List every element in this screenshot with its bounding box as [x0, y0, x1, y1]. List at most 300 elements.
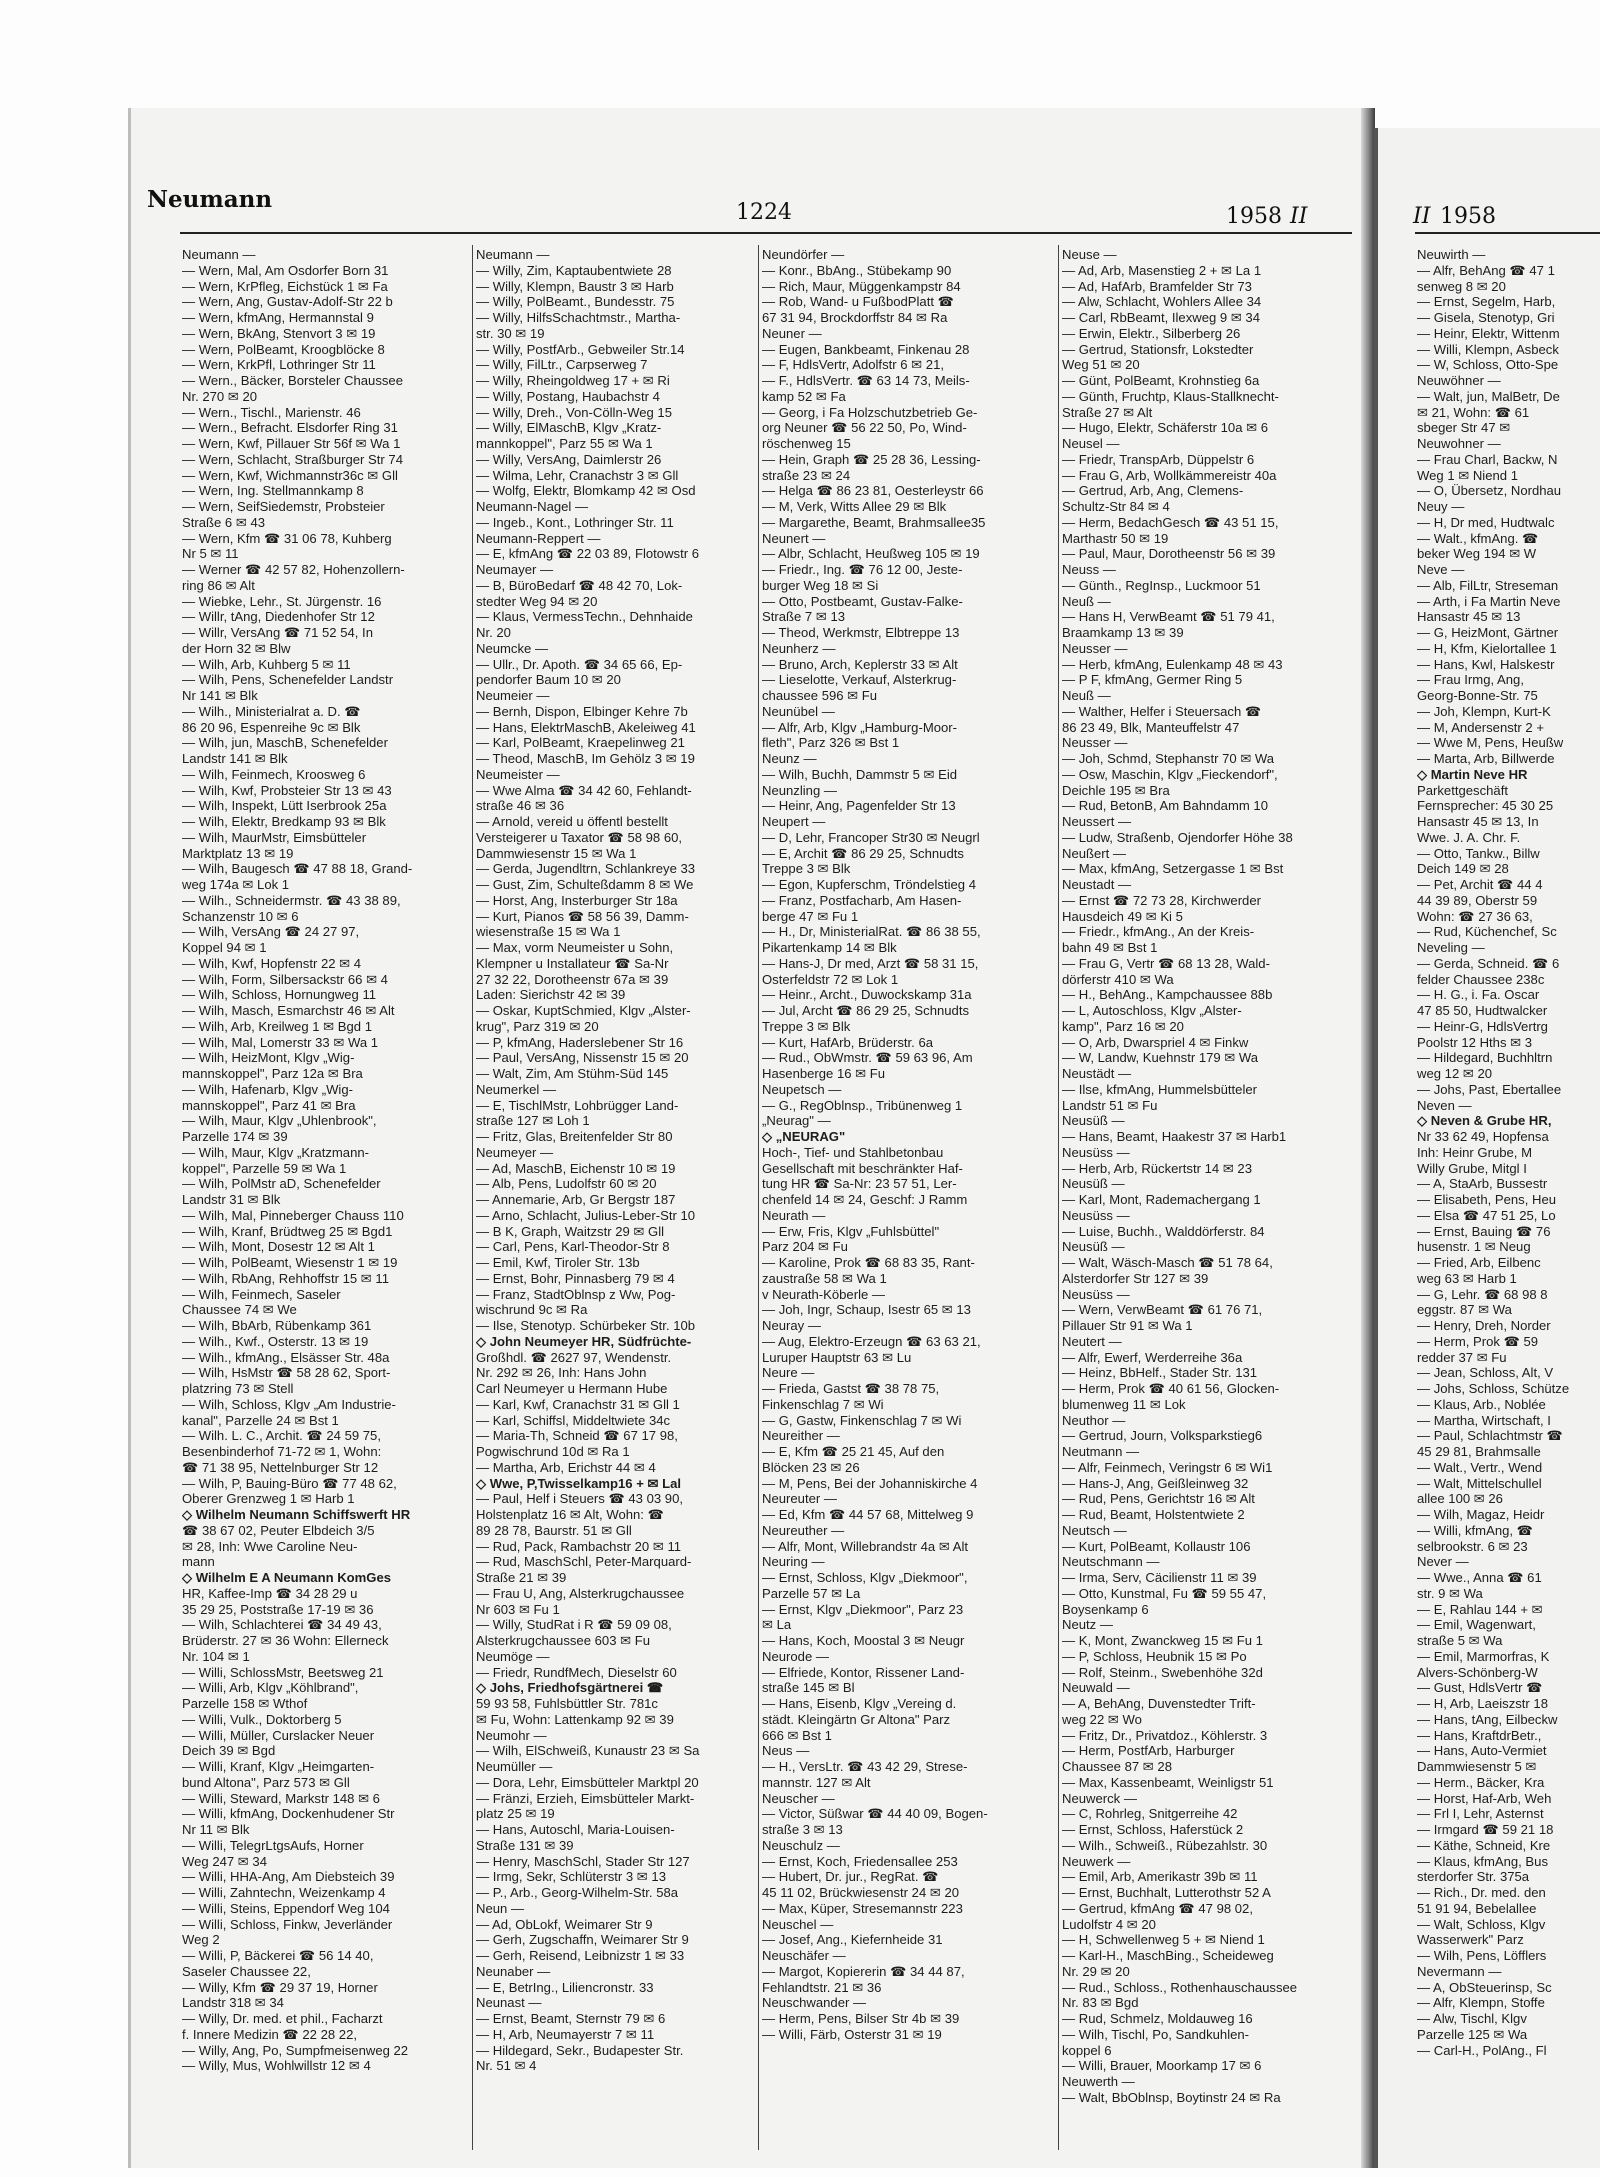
directory-entry-line: f. Innere Medizin ☎ 22 28 22,: [182, 2026, 357, 2042]
directory-entry-line: Never —: [1417, 1554, 1469, 1570]
directory-entry-line: Nr 33 62 49, Hopfensa: [1417, 1129, 1549, 1144]
directory-entry-line: — Herm, BedachGesch ☎ 43 51 15,: [1062, 514, 1279, 530]
directory-entry-line: Boysenkamp 6: [1062, 1601, 1149, 1617]
directory-entry-line: städt. Kleingärtn Gr Altona" Parz: [762, 1711, 951, 1727]
directory-entry-line: Neuscher —: [762, 1790, 835, 1806]
directory-entry-line: — Paul, Helf i Steuers ☎ 43 03 90,: [476, 1491, 684, 1507]
directory-entry-line: — P., Arb., Georg-Wilhelm-Str. 58a: [476, 1885, 679, 1900]
directory-entry-line: — Wern, Schlacht, Straßburger Str 74: [182, 451, 403, 467]
directory-entry-line: — Ilse, Stenotyp. Schürbeker Str. 10b: [476, 1318, 696, 1333]
directory-entry-line: — Wwe M, Pens, Heußw: [1417, 735, 1564, 751]
directory-entry-line: — Hans, Auto-Vermiet: [1417, 1743, 1547, 1759]
directory-entry-line: Neunherz —: [762, 640, 836, 656]
directory-entry-line: org Neuner ☎ 56 22 50, Po, Wind-: [762, 420, 967, 436]
directory-entry-line: — C, Rohrleg, Snitgerreihe 42: [1062, 1806, 1238, 1822]
directory-entry-line: ◇ Wilhelm Neumann Schiffswerft HR: [182, 1507, 411, 1522]
right-volume: II: [1413, 204, 1431, 229]
directory-entry-line: — Martha, Arb, Erichstr 44 ✉ 4: [476, 1459, 656, 1475]
directory-entry-line: stedter Weg 94 ✉ 20: [476, 593, 598, 609]
directory-entry-line: — Heinr-G, HdlsVertrg: [1417, 1018, 1548, 1034]
directory-entry-line: Nr 141 ✉ Blk: [182, 688, 258, 703]
directory-entry-line: — Wilh, VersAng ☎ 24 27 97,: [182, 924, 360, 940]
directory-entry-line: — Rud, Pack, Rambachstr 20 ✉ 11: [476, 1538, 682, 1554]
directory-entry-line: Parkettgeschäft: [1417, 782, 1508, 798]
directory-entry-line: — Max, Küper, Stresemannstr 223: [762, 1900, 963, 1916]
directory-entry-line: straße 145 ✉ Bl: [762, 1680, 855, 1696]
directory-entry-line: Carl Neumeyer u Hermann Hube: [476, 1381, 668, 1396]
directory-entry-line: — G, Lehr. ☎ 68 98 8: [1417, 1286, 1548, 1302]
directory-entry-line: — Elfriede, Kontor, Rissener Land-: [762, 1664, 965, 1680]
directory-entry-line: Chaussee 87 ✉ 28: [1062, 1759, 1172, 1774]
directory-entry-line: Parzelle 174 ✉ 39: [182, 1129, 288, 1144]
directory-entry-line: — Friedr, TranspArb, Düppelstr 6: [1062, 451, 1255, 467]
directory-entry-line: Neumöge —: [476, 1648, 550, 1664]
directory-entry-line: Blöcken 23 ✉ 26: [762, 1459, 860, 1475]
directory-entry-line: Neutmann —: [1062, 1444, 1140, 1459]
directory-entry-line: — Henry, MaschSchl, Stader Str 127: [476, 1853, 690, 1869]
directory-entry-line: — Willi, Brauer, Moorkamp 17 ✉ 6: [1062, 2058, 1262, 2074]
directory-entry-line: platzring 73 ✉ Stell: [182, 1381, 294, 1396]
directory-entry-line: — Willi, Klempn, Asbeck: [1417, 341, 1559, 357]
directory-entry-line: — Ernst, Bohr, Pinnasberg 79 ✉ 4: [476, 1270, 675, 1286]
directory-entry-line: 35 29 25, Poststraße 17-19 ✉ 36: [182, 1601, 374, 1617]
directory-entry-line: Hansastr 45 ✉ 13: [1417, 609, 1521, 625]
directory-entry-line: — Martha, Wirtschaft, I: [1417, 1412, 1551, 1428]
directory-entry-line: 45 11 02, Brückwiesenstr 24 ✉ 20: [762, 1885, 960, 1900]
directory-entry-line: mannskoppel", Parz 41 ✉ Bra: [182, 1097, 356, 1113]
directory-entry-line: Georg-Bonne-Str. 75: [1417, 688, 1538, 703]
directory-entry-line: — Hans, ElektrMaschB, Akeleiweg 41: [476, 719, 696, 735]
directory-entry-line: Neuss —: [1062, 562, 1116, 577]
directory-entry-line: Straße 131 ✉ 39: [476, 1837, 574, 1853]
directory-entry-line: — Günth, Fruchtp, Klaus-Stallknecht-: [1062, 388, 1279, 404]
directory-entry-line: — Ad, HafArb, Bramfelder Str 73: [1062, 278, 1252, 294]
directory-entry-line: — Wern, VerwBeamt ☎ 61 76 71,: [1062, 1302, 1263, 1318]
directory-entry-line: — M, Verk, Witts Allee 29 ✉ Blk: [762, 499, 947, 514]
directory-entry-line: — Emil, Arb, Amerikastr 39b ✉ 11: [1062, 1869, 1258, 1885]
directory-entry-line: — Jul, Archt ☎ 86 29 25, Schnudts: [762, 1003, 970, 1018]
directory-entry-line: Deichle 195 ✉ Bra: [1062, 782, 1170, 798]
directory-entry-line: Neunzling —: [762, 782, 837, 798]
directory-entry-line: — Alfr, Mont, Willebrandstr 4a ✉ Alt: [762, 1538, 968, 1554]
directory-entry-line: beker Weg 194 ✉ W: [1417, 546, 1537, 562]
directory-entry-line: Fehlandtstr. 21 ✉ 36: [762, 1979, 882, 1995]
directory-entry-line: str. 9 ✉ Wa: [1417, 1585, 1483, 1601]
directory-entry-line: Neumohr —: [476, 1727, 547, 1743]
directory-entry-line: — Joh, Klempn, Kurt-K: [1417, 703, 1551, 719]
directory-entry-line: Wohn: ☎ 27 36 63,: [1417, 908, 1533, 924]
directory-entry-line: Nr. 20: [476, 625, 511, 640]
directory-entry-line: Saseler Chaussee 22,: [182, 1963, 311, 1979]
directory-entry-line: 27 32 22, Dorotheenstr 67a ✉ 39: [476, 971, 669, 987]
directory-entry-line: — Carl, Pens, Karl-Theodor-Str 8: [476, 1239, 670, 1255]
directory-entry-line: — Irma, Serv, Cäcilienstr 11 ✉ 39: [1062, 1570, 1257, 1585]
directory-entry-line: — Hans, Eisenb, Klgv „Vereing d.: [762, 1696, 957, 1711]
directory-entry-line: Neusüß —: [1062, 1176, 1125, 1192]
directory-entry-line: — O, Arb, Dwarspriel 4 ✉ Finkw: [1062, 1034, 1249, 1050]
directory-entry-line: — Hans, KraftdrBetr.,: [1417, 1727, 1542, 1743]
directory-entry-line: ☎ 38 67 02, Peuter Elbdeich 3/5: [182, 1522, 375, 1538]
directory-entry-line: — Paul, Schlachtmstr ☎: [1417, 1428, 1563, 1444]
directory-entry-line: — Wilh. L. C., Archit. ☎ 24 59 75,: [182, 1428, 381, 1444]
directory-entry-line: — E, Archit ☎ 86 29 25, Schnudts: [762, 845, 964, 861]
directory-entry-line: — Willy, Postang, Haubachstr 4: [476, 388, 660, 404]
directory-entry-line: — Wern., Tischl., Marienstr. 46: [182, 404, 361, 420]
directory-entry-line: — Willy, Mus, Wohlwillstr 12 ✉ 4: [182, 2058, 371, 2074]
directory-entry-line: Neuschwander —: [762, 1995, 867, 2011]
directory-entry-line: — Hans, Kwl, Halskestr: [1417, 656, 1555, 672]
directory-entry-line: — Wern., Befracht. Elsdorfer Ring 31: [182, 420, 398, 436]
directory-entry-line: Neußert —: [1062, 845, 1127, 861]
directory-entry-line: — P F, kfmAng, Germer Ring 5: [1062, 672, 1243, 688]
directory-entry-line: Neustädt —: [1062, 1066, 1132, 1081]
directory-entry-line: koppel 6: [1062, 2042, 1112, 2058]
directory-entry-line: Neuner —: [762, 325, 822, 341]
directory-entry-line: mann: [182, 1554, 215, 1570]
directory-entry-line: — Wilh, Buchh, Dammstr 5 ✉ Eid: [762, 766, 958, 782]
directory-entry-line: — B, BüroBedarf ☎ 48 42 70, Lok-: [476, 577, 683, 593]
directory-entry-line: — Rolf, Steinm., Swebenhöhe 32d: [1062, 1664, 1263, 1680]
directory-entry-line: — Wilh, Maur, Klgv „Kratzmann-: [182, 1144, 369, 1160]
directory-entry-line: chenfeld 14 ✉ 24, Geschf: J Ramm: [762, 1192, 968, 1207]
directory-entry-line: 86 20 96, Espenreihe 9c ✉ Blk: [182, 719, 361, 735]
directory-entry-line: Neumann —: [476, 247, 550, 262]
directory-entry-line: mannskoppel", Parz 12a ✉ Bra: [182, 1066, 363, 1081]
directory-entry-line: — Gertrud, Arb, Ang, Clemens-: [1062, 483, 1244, 499]
directory-entry-line: Neupetsch —: [762, 1081, 842, 1097]
directory-entry-line: berge 47 ✉ Fu 1: [762, 908, 859, 924]
directory-entry-line: — Margarethe, Beamt, Brahmsallee35: [762, 514, 986, 530]
directory-entry-line: — Willi, Arb, Klgv „Köhlbrand",: [182, 1680, 359, 1696]
directory-entry-line: — Wilh, MaurMstr, Eimsbütteler: [182, 829, 367, 845]
directory-entry-line: — Alw, Tischl, Klgv: [1417, 2011, 1527, 2026]
directory-entry-line: Neussert —: [1062, 814, 1132, 829]
directory-entry-line: — Wilh, RbAng, Rehhoffstr 15 ✉ 11: [182, 1270, 389, 1286]
directory-entry-line: Straße 21 ✉ 39: [476, 1570, 567, 1585]
directory-entry-line: Laden: Sierichstr 42 ✉ 39: [476, 987, 626, 1003]
directory-entry-line: — Ernst, Bauing ☎ 76: [1417, 1223, 1551, 1239]
directory-entry-line: Neveling —: [1417, 940, 1485, 955]
directory-entry-line: Parzelle 57 ✉ La: [762, 1585, 861, 1601]
directory-entry-line: — Willi, Müller, Curslacker Neuer: [182, 1727, 375, 1743]
directory-entry-line: 59 93 58, Fuhlsbüttler Str. 781c: [476, 1696, 658, 1711]
directory-entry-line: — Otto, Postbeamt, Gustav-Falke-: [762, 593, 963, 609]
directory-entry-line: Luruper Hauptstr 63 ✉ Lu: [762, 1349, 912, 1365]
directory-entry-line: — Wwe Alma ☎ 34 42 60, Fehlandt-: [476, 782, 692, 798]
directory-entry-line: — W, Landw, Kuehnstr 179 ✉ Wa: [1062, 1050, 1259, 1066]
directory-entry-line: — Herb, kfmAng, Eulenkamp 48 ✉ 43: [1062, 656, 1283, 672]
directory-entry-line: — Herm, Pens, Bilser Str 4b ✉ 39: [762, 2011, 960, 2026]
directory-entry-line: — Ernst, Koch, Friedensallee 253: [762, 1853, 958, 1869]
directory-entry-line: Neunert —: [762, 530, 826, 546]
directory-entry-line: burger Weg 18 ✉ Si: [762, 577, 879, 593]
directory-entry-line: mannkoppel", Parz 55 ✉ Wa 1: [476, 436, 653, 451]
directory-entry-line: — Arno, Schlacht, Julius-Leber-Str 10: [476, 1207, 696, 1223]
directory-entry-line: — Frau Irmg, Ang,: [1417, 672, 1524, 688]
directory-entry-line: — Ernst, Segelm, Harb,: [1417, 294, 1556, 310]
directory-entry-line: Klempner u Installateur ☎ Sa-Nr: [476, 955, 669, 971]
directory-entry-line: — Alb, FilLtr, Streseman: [1417, 577, 1559, 593]
directory-entry-line: — Lieselotte, Verkauf, Alsterkrug-: [762, 672, 957, 688]
directory-entry-line: — Frau Charl, Backw, N: [1417, 451, 1558, 467]
directory-entry-line: — Ernst, Schloss, Haferstück 2: [1062, 1822, 1244, 1837]
directory-entry-line: Neuwerth —: [1062, 2074, 1135, 2089]
directory-entry-line: — Ilse, kfmAng, Hummelsbütteler: [1062, 1081, 1258, 1097]
directory-entry-line: — Jean, Schloss, Alt, V: [1417, 1365, 1554, 1381]
directory-entry-line: — Willi, Zahntechn, Weizenkamp 4: [182, 1885, 386, 1900]
directory-entry-line: koppel", Parzelle 59 ✉ Wa 1: [182, 1160, 347, 1176]
directory-entry-line: — Willr, VersAng ☎ 71 52 54, In: [182, 625, 373, 640]
directory-entry-line: Alsterkrugchaussee 603 ✉ Fu: [476, 1633, 651, 1648]
directory-entry-line: Neuy —: [1417, 499, 1465, 514]
directory-entry-line: — Hans-J, Ang, Geißleinweg 32: [1062, 1475, 1249, 1491]
directory-entry-line: — Otto, Kunstmal, Fu ☎ 59 55 47,: [1062, 1585, 1267, 1601]
directory-entry-line: — Willi, Färb, Osterstr 31 ✉ 19: [762, 2026, 942, 2042]
directory-entry-line: — Fried, Arb, Eilbenc: [1417, 1255, 1541, 1270]
directory-entry-line: — Kurt, PolBeamt, Kollaustr 106: [1062, 1538, 1251, 1554]
directory-entry-line: wischrund 9c ✉ Ra: [476, 1302, 588, 1318]
directory-entry-line: Nr. 292 ✉ 26, Inh: Hans John: [476, 1365, 647, 1381]
directory-entry-line: — Walt, BbOblnsp, Boytinstr 24 ✉ Ra: [1062, 2089, 1281, 2105]
directory-entry-line: — Margot, Kopiererin ☎ 34 44 87,: [762, 1963, 965, 1979]
book-gutter: [1361, 108, 1375, 2168]
directory-entry-line: — Hans, tAng, Eilbeckw: [1417, 1711, 1558, 1727]
directory-entry-line: Nr. 270 ✉ 20: [182, 388, 258, 404]
directory-entry-line: — Friedr., kfmAng., An der Kreis-: [1062, 924, 1255, 940]
directory-entry-line: eggstr. 87 ✉ Wa: [1417, 1302, 1512, 1318]
directory-entry-line: — Ed, Kfm ☎ 44 57 68, Mittelweg 9: [762, 1507, 974, 1522]
directory-entry-line: Straße 27 ✉ Alt: [1062, 404, 1153, 420]
column-rule-3: [1058, 245, 1059, 2150]
directory-entry-line: — Willy, VersAng, Daimlerstr 26: [476, 451, 662, 467]
directory-entry-line: — Carl-H., PolAng., Fl: [1417, 2042, 1547, 2058]
directory-entry-line: — E, TischlMstr, Lohbrügger Land-: [476, 1097, 679, 1113]
directory-entry-line: — Herb, Arb, Rückertstr 14 ✉ 23: [1062, 1160, 1252, 1176]
directory-entry-line: Neureuter —: [762, 1491, 837, 1507]
directory-entry-line: — Irmg, Sekr, Schlüterstr 3 ✉ 13: [476, 1869, 666, 1885]
directory-entry-line: — Heinr, Ang, Pagenfelder Str 13: [762, 798, 956, 814]
directory-entry-line: — Heinr, Elektr, Wittenm: [1417, 325, 1560, 341]
directory-entry-line: Landstr 141 ✉ Blk: [182, 751, 288, 766]
directory-entry-line: — Albr, Schlacht, Heußweg 105 ✉ 19: [762, 546, 980, 562]
directory-entry-line: Neusüss —: [1062, 1144, 1130, 1160]
directory-entry-line: — Willy, Rheingoldweg 17 + ✉ Ri: [476, 373, 670, 388]
directory-entry-line: — A, StaArb, Bussestr: [1417, 1176, 1548, 1192]
directory-entry-line: — Johs, Past, Ebertallee: [1417, 1081, 1562, 1097]
directory-entry-line: weg 22 ✉ Wo: [1062, 1711, 1142, 1727]
directory-entry-line: Neurode —: [762, 1648, 829, 1664]
directory-entry-line: — Hein, Graph ☎ 25 28 36, Lessing-: [762, 451, 981, 467]
directory-entry-line: Neuwald —: [1062, 1680, 1130, 1696]
directory-entry-line: Neuwerck —: [1062, 1790, 1137, 1806]
directory-entry-line: Schultz-Str 84 ✉ 4: [1062, 499, 1170, 514]
directory-entry-line: Alsterdorfer Str 127 ✉ 39: [1062, 1270, 1209, 1286]
directory-entry-line: bund Altona", Parz 573 ✉ Gll: [182, 1774, 350, 1790]
directory-entry-line: — Ad, ObLokf, Weimarer Str 9: [476, 1916, 653, 1932]
directory-entry-line: Hasenberge 16 ✉ Fu: [762, 1066, 886, 1081]
directory-entry-line: — Helga ☎ 86 23 81, Oesterleystr 66: [762, 483, 984, 499]
directory-entry-line: — Ernst, Schloss, Klgv „Diekmoor",: [762, 1570, 968, 1585]
directory-entry-line: Neutert —: [1062, 1333, 1122, 1349]
directory-entry-line: — Wilh, Kwf, Hopfenstr 22 ✉ 4: [182, 955, 362, 971]
directory-entry-line: Landstr 318 ✉ 34: [182, 1995, 284, 2011]
directory-entry-line: Alvers-Schönberg-W: [1417, 1664, 1538, 1680]
directory-entry-line: Pogwischrund 10d ✉ Ra 1: [476, 1444, 630, 1459]
directory-entry-line: Neusel —: [1062, 436, 1120, 451]
directory-entry-line: — W, Schloss, Otto-Spe: [1417, 357, 1559, 373]
directory-entry-line: röschenweg 15: [762, 436, 851, 451]
directory-entry-line: Neuschel —: [762, 1916, 834, 1932]
directory-entry-line: Nevermann —: [1417, 1963, 1502, 1979]
directory-entry-line: Neureither —: [762, 1428, 840, 1444]
directory-entry-line: — Bruno, Arch, Keplerstr 33 ✉ Alt: [762, 656, 958, 672]
directory-entry-line: — Wern, Kwf, Wichmannstr36c ✉ Gll: [182, 467, 398, 483]
directory-entry-line: — Wilh, Schloss, Klgv „Am Industrie-: [182, 1396, 396, 1412]
directory-entry-line: — Egon, Kupferschm, Tröndelstieg 4: [762, 877, 976, 892]
directory-entry-line: — Oskar, KuptSchmied, Klgv „Alster-: [476, 1003, 691, 1018]
directory-entry-line: — Wilh, Schloss, Hornungweg 11: [182, 987, 377, 1003]
directory-entry-line: — Wilh, Form, Silbersackstr 66 ✉ 4: [182, 971, 388, 987]
directory-entry-line: Neusüss —: [1062, 1207, 1130, 1223]
directory-entry-line: 47 85 50, Hudtwalcker: [1417, 1003, 1548, 1018]
directory-entry-line: — Henry, Dreh, Norder: [1417, 1318, 1551, 1333]
directory-entry-line: ◇ Wilhelm E A Neumann KomGes: [182, 1570, 392, 1585]
directory-entry-line: 44 39 89, Oberstr 59: [1417, 892, 1538, 908]
directory-entry-line: Gesellschaft mit beschränkter Haf-: [762, 1160, 963, 1176]
directory-entry-line: — Willi, Schloss, Finkw, Jeverländer: [182, 1916, 393, 1932]
directory-entry-line: weg 63 ✉ Harb 1: [1417, 1270, 1517, 1286]
directory-entry-line: — H., BehAng., Kampchaussee 88b: [1062, 987, 1273, 1003]
directory-entry-line: Neunaber —: [476, 1963, 551, 1979]
directory-entry-line: — Wern, Ang, Gustav-Adolf-Str 22 b: [182, 294, 393, 310]
directory-entry-line: — Wilh, Mal, Lomerstr 33 ✉ Wa 1: [182, 1034, 379, 1050]
directory-entry-line: — Erwin, Elektr., Silberberg 26: [1062, 325, 1241, 341]
directory-entry-line: — Gertrud, kfmAng ☎ 47 98 02,: [1062, 1900, 1253, 1916]
directory-entry-line: Neuß —: [1062, 688, 1111, 703]
directory-entry-line: Wasserwerk" Parz: [1417, 1932, 1524, 1948]
directory-entry-line: „Neurag" —: [762, 1113, 831, 1129]
directory-entry-line: — Wilh, Feinmech, Saseler: [182, 1286, 341, 1302]
column-rule-2: [758, 245, 759, 2150]
directory-entry-line: — Rob, Wand- u FußbodPlatt ☎: [762, 294, 954, 310]
directory-entry-line: Parzelle 125 ✉ Wa: [1417, 2026, 1528, 2042]
directory-entry-line: — Arnold, vereid u öffentl bestellt: [476, 814, 668, 829]
directory-entry-line: — Friedr, RundfMech, Dieselstr 60: [476, 1664, 677, 1680]
header-rule: [180, 232, 1352, 234]
directory-entry-line: 666 ✉ Bst 1: [762, 1727, 832, 1743]
directory-entry-line: Chaussee 74 ✉ We: [182, 1302, 297, 1318]
directory-entry-line: Neustadt —: [1062, 877, 1132, 892]
directory-entry-line: — Willr, tAng, Diedenhofer Str 12: [182, 609, 375, 625]
directory-entry-line: — Wilh, Tischl, Po, Sandkuhlen-: [1062, 2026, 1250, 2042]
directory-entry-line: Pillauer Str 91 ✉ Wa 1: [1062, 1318, 1193, 1333]
directory-entry-line: — Josef, Ang., Kiefernheide 31: [762, 1932, 943, 1948]
directory-entry-line: — Günt, PolBeamt, Krohnstieg 6a: [1062, 373, 1260, 388]
directory-entry-line: Osterfeldstr 72 ✉ Lok 1: [762, 971, 899, 987]
directory-entry-line: 67 31 94, Brockdorffstr 84 ✉ Ra: [762, 310, 948, 325]
directory-entry-line: Neureuther —: [762, 1522, 845, 1538]
directory-entry-line: — Willi, kfmAng, Dockenhudener Str: [182, 1806, 395, 1822]
directory-entry-line: — Walt, Wäsch-Masch ☎ 51 78 64,: [1062, 1255, 1273, 1270]
directory-entry-line: Nr. 83 ✉ Bgd: [1062, 1995, 1139, 2011]
directory-entry-line: — Walt., kfmAng. ☎: [1417, 530, 1539, 546]
directory-entry-line: — Gertrud, Stationsfr, Lokstedter: [1062, 341, 1254, 357]
directory-entry-line: Neun —: [476, 1900, 525, 1916]
directory-entry-line: — Eugen, Bankbeamt, Finkenau 28: [762, 341, 970, 357]
directory-entry-line: — Wern, KrPfleg, Eichstück 1 ✉ Fa: [182, 278, 388, 294]
directory-entry-line: Nr 11 ✉ Blk: [182, 1822, 250, 1837]
directory-entry-line: krug", Parz 319 ✉ 20: [476, 1018, 599, 1034]
directory-entry-line: — Theod, MaschB, Im Gehölz 3 ✉ 19: [476, 751, 695, 766]
directory-entry-line: Schanzenstr 10 ✉ 6: [182, 908, 299, 924]
directory-entry-line: ◇ Wwe, P,Twisselkamp16 + ✉ Lal: [476, 1475, 682, 1491]
directory-entry-line: — H, Dr med, Hudtwalc: [1417, 514, 1555, 530]
directory-entry-line: — Wilh, ElSchweiß, Kunaustr 23 ✉ Sa: [476, 1743, 700, 1759]
directory-entry-line: Großhdl. ☎ 2627 97, Wendenstr.: [476, 1349, 672, 1365]
directory-entry-line: — Elisabeth, Pens, Heu: [1417, 1192, 1557, 1207]
directory-entry-line: Braamkamp 13 ✉ 39: [1062, 625, 1184, 640]
directory-entry-line: — G, HeizMont, Gärtner: [1417, 625, 1559, 640]
directory-entry-line: — Hans, Beamt, Haakestr 37 ✉ Harb1: [1062, 1129, 1287, 1144]
directory-entry-line: — Hildegard, Buchhltrn: [1417, 1050, 1553, 1066]
directory-entry-line: str. 30 ✉ 19: [476, 325, 545, 341]
directory-entry-line: Neumann —: [182, 247, 256, 262]
directory-entry-line: Neumcke —: [476, 640, 549, 656]
directory-entry-line: — F, HdlsVertr, Adolfstr 6 ✉ 21,: [762, 357, 944, 373]
directory-entry-line: — L, Autoschloss, Klgv „Alster-: [1062, 1003, 1242, 1018]
directory-entry-line: — Wilh, Inspekt, Lütt Iserbrook 25a: [182, 798, 387, 814]
directory-entry-line: — Ingeb., Kont., Lothringer Str. 11: [476, 514, 674, 530]
directory-entry-line: 51 91 94, Bebelallee: [1417, 1900, 1537, 1916]
directory-entry-line: — Walt., Vertr., Wend: [1417, 1459, 1543, 1475]
directory-entry-line: Neven —: [1417, 1097, 1472, 1113]
directory-entry-line: Treppe 3 ✉ Blk: [762, 1018, 851, 1034]
directory-entry-line: — Walther, Helfer i Steuersach ☎: [1062, 703, 1262, 719]
directory-entry-line: — Gust, Zim, Schulteßdamm 8 ✉ We: [476, 877, 694, 892]
directory-entry-line: Parz 204 ✉ Fu: [762, 1239, 848, 1255]
directory-entry-line: — Hans H, VerwBeamt ☎ 51 79 41,: [1062, 609, 1275, 625]
directory-entry-line: sterdorfer Str. 375a: [1417, 1869, 1530, 1885]
directory-entry-line: ring 86 ✉ Alt: [182, 577, 255, 593]
directory-entry-line: tung HR ☎ Sa-Nr: 23 57 51, Ler-: [762, 1176, 957, 1192]
directory-entry-line: — Alfr, Arb, Klgv „Hamburg-Moor-: [762, 719, 958, 735]
directory-entry-line: — Bernh, Dispon, Elbinger Kehre 7b: [476, 703, 688, 719]
directory-entry-line: — Joh, Schmd, Stephanstr 70 ✉ Wa: [1062, 751, 1275, 766]
directory-entry-line: Neure —: [762, 1365, 815, 1381]
directory-entry-line: — A, BehAng, Duvenstedter Trift-: [1062, 1696, 1256, 1711]
directory-entry-line: Neusüß —: [1062, 1239, 1125, 1255]
directory-entry-line: — Paul, Maur, Dorotheenstr 56 ✉ 39: [1062, 546, 1276, 562]
directory-entry-line: — Karl, Kwf, Cranachstr 31 ✉ Gll 1: [476, 1396, 680, 1412]
directory-entry-line: — Willy, Zim, Kaptaubentwiete 28: [476, 262, 672, 278]
page-number: 1224: [736, 200, 792, 225]
directory-entry-line: Landstr 51 ✉ Fu: [1062, 1097, 1158, 1113]
directory-entry-line: — Wilh, Kranf, Brüdtweg 25 ✉ Bgd1: [182, 1223, 393, 1239]
directory-entry-line: — M, Pens, Bei der Johanniskirche 4: [762, 1475, 978, 1491]
directory-entry-line: — Aug, Elektro-Erzeugn ☎ 63 63 21,: [762, 1333, 981, 1349]
directory-entry-line: ◇ Martin Neve HR: [1417, 766, 1528, 782]
directory-entry-line: — Marta, Arb, Billwerde: [1417, 751, 1555, 766]
directory-column-3: [762, 247, 1056, 2043]
directory-entry-line: — Hans, Autoschl, Maria-Louisen-: [476, 1822, 675, 1837]
directory-entry-line: — Fritz, Glas, Breitenfelder Str 80: [476, 1129, 673, 1144]
directory-entry-line: — Wern, KrkPfl, Lothringer Str 11: [182, 357, 376, 373]
directory-entry-line: — Willy, StudRat i R ☎ 59 09 08,: [476, 1617, 672, 1633]
directory-entry-line: — Wilh, Schlachterei ☎ 34 49 43,: [182, 1617, 382, 1633]
year: 1958: [1226, 204, 1282, 229]
directory-entry-line: — Hugo, Elektr, Schäferstr 10a ✉ 6: [1062, 420, 1269, 436]
directory-entry-line: — G., RegOblnsp., Tribünenweg 1: [762, 1097, 963, 1113]
